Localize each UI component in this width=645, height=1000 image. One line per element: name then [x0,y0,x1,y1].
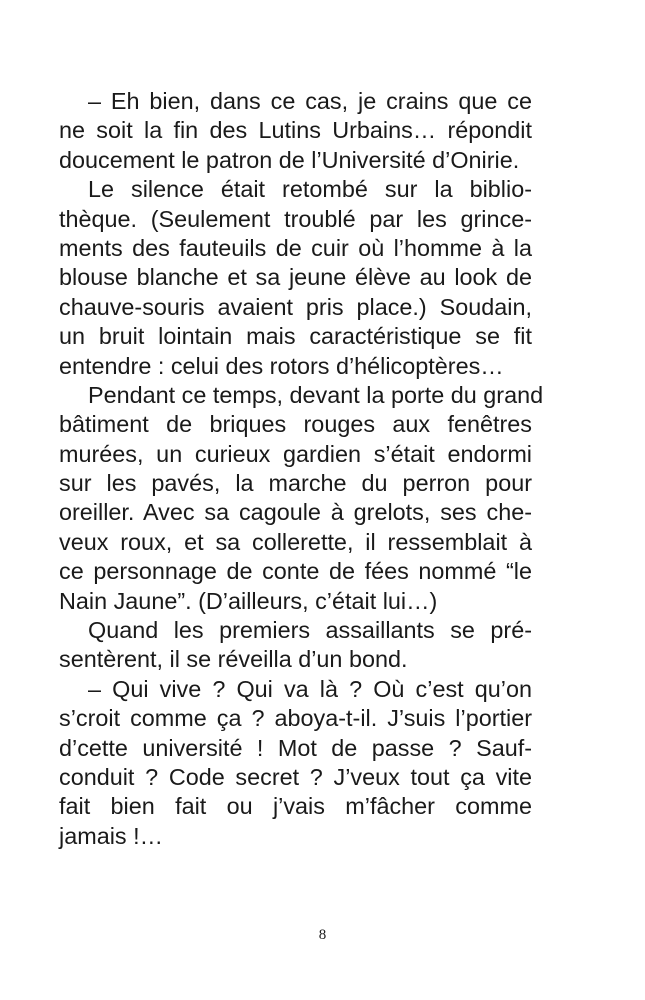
text-line: oreiller. Avec sa cagoule à grelots, ses che- [59,499,532,526]
text-line: sur les pavés, la marche du perron pour [59,470,532,497]
text-line: conduit ? Code secret ? J’veux tout ça vite [59,763,532,790]
body-text [59,87,544,851]
text-line: blouse blanche et sa jeune élève au look de [59,264,532,291]
text-line: un bruit lointain mais caractéristique se fit [59,323,532,350]
text-line: thèque. (Seulement troublé par les grince- [59,205,532,232]
text-line: Le silence était retombé sur la biblio- [88,176,532,203]
text-line: Quand les premiers assaillants se pré- [88,617,532,644]
text-line: – Qui vive ? Qui va là ? Où c’est qu’on [88,675,532,702]
text-line: bâtiment de briques rouges aux fenêtres [59,411,532,438]
text-line: Pendant ce temps, devant la porte du grand [88,381,544,408]
text-line: veux roux, et sa collerette, il ressemblait à [59,528,532,555]
text-line: chauve-souris avaient pris place.) Soudain, [59,293,532,320]
text-line: sentèrent, il se réveilla d’un bond. [59,646,408,673]
text-line: – Eh bien, dans ce cas, je crains que ce [88,88,532,114]
text-line: entendre : celui des rotors d’hélicoptères… [59,352,504,379]
text-line: Nain Jaune”. (D’ailleurs, c’était lui…) [59,587,438,614]
text-line: jamais !… [59,822,163,849]
text-line: doucement le patron de l’Université d’Onirie. [59,146,520,173]
text-line: d’cette université ! Mot de passe ? Sauf- [59,734,532,761]
text-line: ments des fauteuils de cuir où l’homme à la [59,234,532,261]
page-number: 8 [318,927,327,943]
text-line: ce personnage de conte de fées nommé “le [59,558,532,585]
text-line: ne soit la fin des Lutins Urbains… répondit [59,117,532,144]
text-line: fait bien fait ou j’vais m’fâcher comme [59,793,532,820]
text-line: s’croit comme ça ? aboya-t-il. J’suis l’portier [59,705,532,732]
text-line: murées, un curieux gardien s’était endormi [59,440,532,467]
